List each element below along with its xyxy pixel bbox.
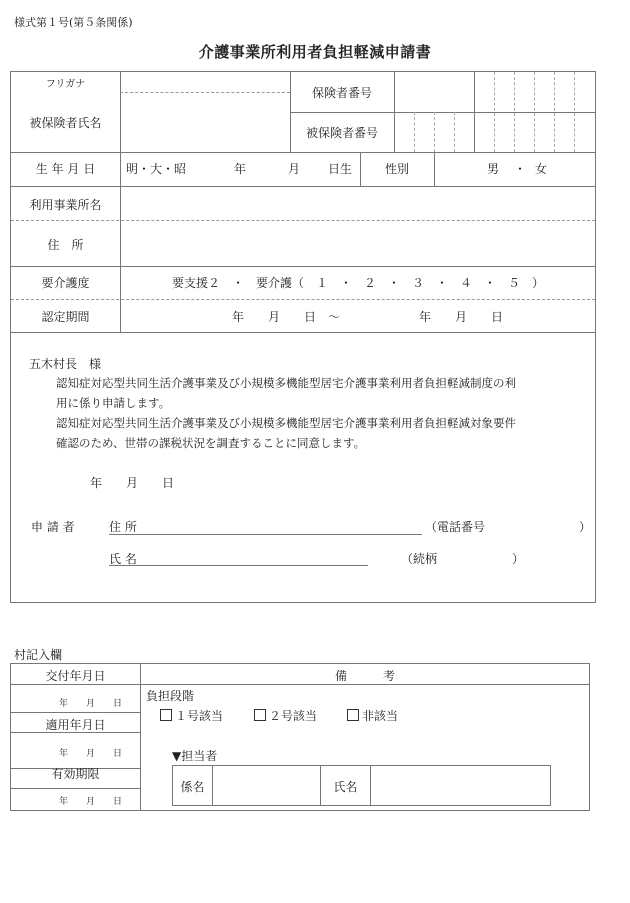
staff-name-label: 氏名: [333, 780, 358, 794]
gender-separator: ・: [514, 162, 527, 176]
birth-month-label: 月: [288, 162, 301, 176]
care-level-options[interactable]: 要支援２ ・ 要介護（ １ ・ ２ ・ ３ ・ ４ ・ ５ ）: [171, 276, 544, 290]
insured-number-field[interactable]: [395, 113, 594, 151]
paragraph2-line2: 確認のため、世帯の課税状況を調査することに同意します。: [56, 436, 366, 450]
cert-period-from[interactable]: 年 月 日 ～: [232, 310, 341, 324]
paragraph1-line2: 用に係り申請します。: [56, 396, 171, 410]
apply-date-value[interactable]: 年 月 日: [59, 749, 123, 759]
birth-year-label: 年: [234, 162, 247, 176]
checkbox-icon[interactable]: [160, 709, 172, 721]
checkbox-icon[interactable]: [254, 709, 266, 721]
era-options[interactable]: 明・大・昭: [126, 162, 187, 176]
staff-table: [172, 765, 551, 806]
checkbox-icon[interactable]: [347, 709, 359, 721]
row-divider: [11, 788, 140, 789]
paragraph1-line1: 認知症対応型共同生活介護事業及び小規模多機能型居宅介護事業利用者負担軽減制度の利: [56, 376, 516, 390]
gender-value-divider: [434, 152, 435, 186]
page-title: 介護事業所利用者負担軽減申請書: [198, 43, 432, 61]
issue-date-label: 交付年月日: [45, 669, 106, 683]
insured-name-field[interactable]: [121, 94, 289, 151]
burden-stage-label: 負担段階: [146, 689, 195, 703]
applicant-name-line[interactable]: [109, 565, 368, 566]
address-label: 住 所: [47, 238, 84, 252]
facility-field[interactable]: [121, 187, 594, 219]
column-divider: [140, 664, 141, 810]
relation-close: ）: [512, 552, 525, 566]
care-level-label: 要介護度: [41, 276, 90, 290]
addressee: 五木村長 様: [29, 357, 102, 371]
facility-label: 利用事業所名: [29, 198, 102, 212]
expiry-value[interactable]: 年 月 日: [59, 797, 123, 807]
option-1[interactable]: [160, 707, 223, 724]
staff-name-field[interactable]: [371, 766, 549, 805]
furigana-field[interactable]: [121, 73, 289, 91]
gender-male-option[interactable]: 男: [487, 162, 500, 176]
remarks-label: 備 考: [334, 669, 395, 683]
cert-period-label: 認定期間: [41, 310, 90, 324]
main-application-table: [10, 71, 596, 603]
option-3-label: 非該当: [362, 709, 399, 723]
staff-label: ▼担当者: [172, 749, 218, 763]
apply-date-label: 適用年月日: [45, 718, 106, 732]
section-name-label: 係名: [180, 780, 205, 794]
gender-female-option[interactable]: 女: [535, 162, 548, 176]
birth-day-label: 日生: [328, 162, 353, 176]
applicant-name-label: 氏 名: [109, 552, 137, 566]
applicant-address-line[interactable]: [109, 534, 422, 535]
expiry-label: 有効期限: [51, 767, 100, 781]
row-divider: [11, 332, 595, 333]
row-divider: [11, 712, 140, 713]
gender-label: 性別: [384, 162, 409, 176]
section-name-field[interactable]: [213, 766, 319, 805]
relation-label: （続柄: [401, 552, 438, 566]
cert-period-to[interactable]: 年 月 日: [419, 310, 504, 324]
applicant-address-label: 住 所: [109, 520, 137, 534]
insured-number-label: 被保険者番号: [305, 126, 378, 140]
insured-name-label: 被保険者氏名: [29, 116, 102, 130]
birthdate-label: 生 年 月 日: [35, 162, 96, 176]
row-divider: [11, 152, 595, 153]
address-field[interactable]: [121, 221, 594, 265]
phone-close: ）: [579, 520, 592, 534]
form-number: 様式第１号(第５条関係): [14, 16, 133, 29]
issue-date-value[interactable]: 年 月 日: [59, 699, 123, 709]
option-3[interactable]: [347, 707, 398, 724]
office-use-table: [10, 663, 590, 811]
paragraph2-line1: 認知症対応型共同生活介護事業及び小規模多機能型居宅介護事業利用者負担軽減対象要件: [56, 416, 516, 430]
option-2[interactable]: [254, 707, 317, 724]
furigana-divider: [120, 92, 290, 93]
header-divider: [11, 684, 589, 685]
phone-label: （電話番号: [425, 520, 486, 534]
option-2-label: ２号該当: [269, 709, 318, 723]
application-date[interactable]: 年 月 日: [90, 476, 175, 490]
insurer-number-label: 保険者番号: [311, 86, 372, 100]
row-divider: [11, 299, 595, 300]
option-1-label: １号該当: [175, 709, 224, 723]
insurer-number-field[interactable]: [395, 73, 594, 111]
row-divider: [11, 266, 595, 267]
office-section-caption: 村記入欄: [14, 648, 63, 662]
applicant-label: 申 請 者: [31, 520, 75, 534]
furigana-label: フリガナ: [45, 79, 86, 90]
